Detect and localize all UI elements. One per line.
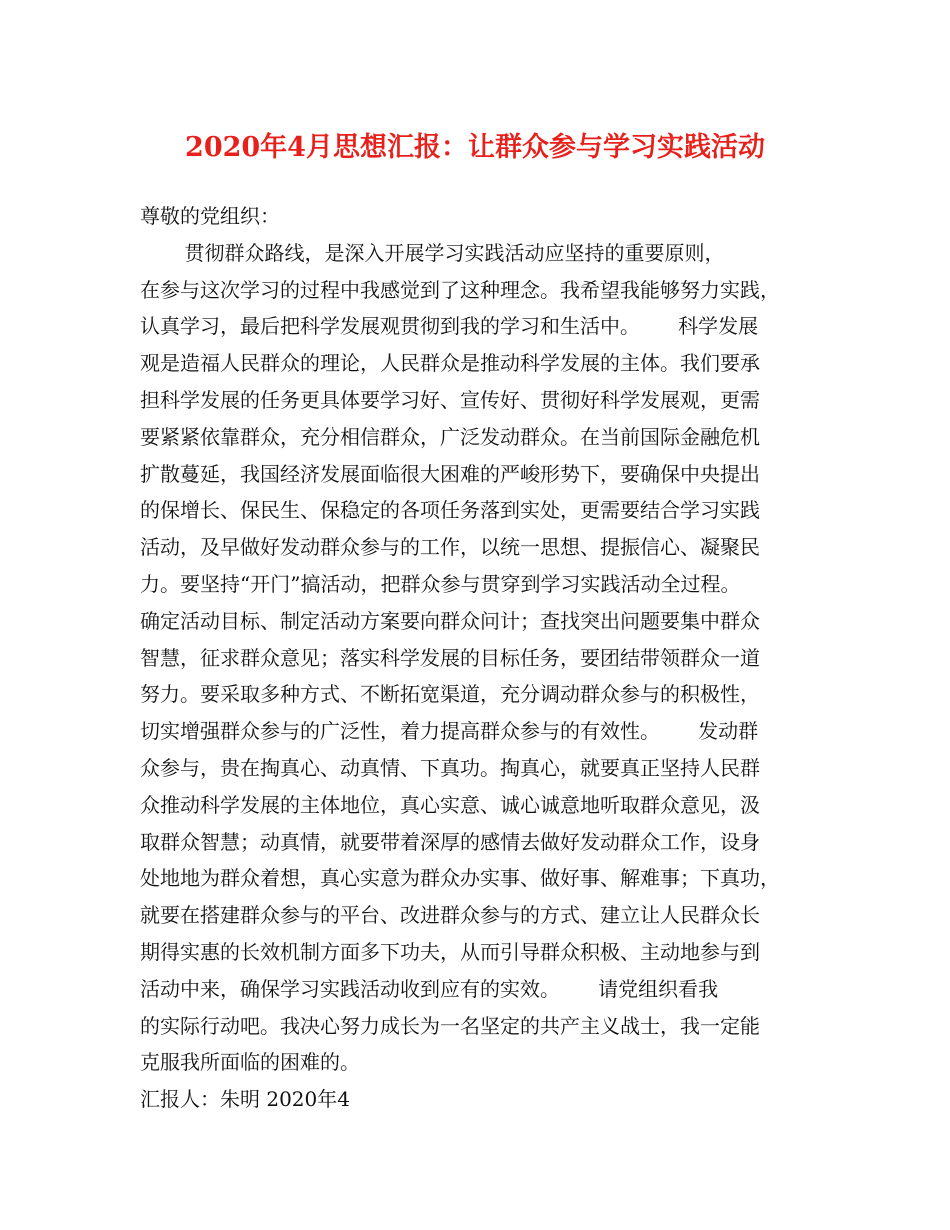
body-line: 取群众智慧；动真情，就要带着深厚的感情去做好发动群众工作，设身: [140, 829, 760, 854]
body-line: 期得实惠的长效机制方面多下功夫，从而引导群众积极、主动地参与到: [140, 939, 760, 964]
body-line: 的实际行动吧。我决心努力成长为一名坚定的共产主义战士，我一定能: [140, 1013, 760, 1038]
body-line: 处地地为群众着想，真心实意为群众办实事、做好事、解难事；下真功，: [140, 866, 780, 891]
body-line: 众推动科学发展的主体地位，真心实意、诚心诚意地听取群众意见，汲: [140, 792, 760, 817]
signature-line: 汇报人：朱明 2020年4: [140, 1087, 350, 1112]
body-line: 努力。要采取多种方式、不断拓宽渠道，充分调动群众参与的积极性，: [140, 682, 760, 707]
body-line: 就要在搭建群众参与的平台、改进群众参与的方式、建立让人民群众长: [140, 903, 760, 928]
body-line: 要紧紧依靠群众，充分相信群众，广泛发动群众。在当前国际金融危机: [140, 424, 760, 449]
body-line: 扩散蔓延，我国经济发展面临很大困难的严峻形势下，要确保中央提出: [140, 461, 760, 486]
body-line: 众参与，贵在掏真心、动真情、下真功。掏真心，就要真正坚持人民群: [140, 755, 760, 780]
body-line: 活动中来，确保学习实践活动收到应有的实效。 请党组织看我: [140, 976, 719, 1001]
body-line: 认真学习，最后把科学发展观贯彻到我的学习和生活中。 科学发展: [140, 314, 759, 339]
body-line: 力。要坚持“开门”搞活动，把群众参与贯穿到学习实践活动全过程。: [140, 571, 741, 596]
body-line: 活动，及早做好发动群众参与的工作，以统一思想、提振信心、凝聚民: [140, 535, 760, 560]
body-line: 贯彻群众路线，是深入开展学习实践活动应坚持的重要原则，: [140, 240, 725, 265]
body-line: 的保增长、保民生、保稳定的各项任务落到实处，更需要结合学习实践: [140, 498, 760, 523]
body-line: 观是造福人民群众的理论，人民群众是推动科学发展的主体。我们要承: [140, 351, 760, 376]
document-title: 2020年4月思想汇报：让群众参与学习实践活动: [185, 132, 765, 163]
body-line: 切实增强群众参与的广泛性，着力提高群众参与的有效性。 发动群: [140, 719, 759, 744]
body-line: 智慧，征求群众意见；落实科学发展的目标任务，要团结带领群众一道: [140, 645, 760, 670]
body-line: 确定活动目标、制定活动方案要向群众问计；查找突出问题要集中群众: [140, 608, 760, 633]
body-line: 克服我所面临的困难的。: [140, 1050, 360, 1075]
document-body: [140, 198, 830, 1118]
body-line: 担科学发展的任务更具体要学习好、宣传好、贯彻好科学发展观，更需: [140, 387, 760, 412]
salutation-line: 尊敬的党组织：: [140, 204, 280, 228]
body-line: 在参与这次学习的过程中我感觉到了这种理念。我希望我能够努力实践，: [140, 277, 780, 302]
